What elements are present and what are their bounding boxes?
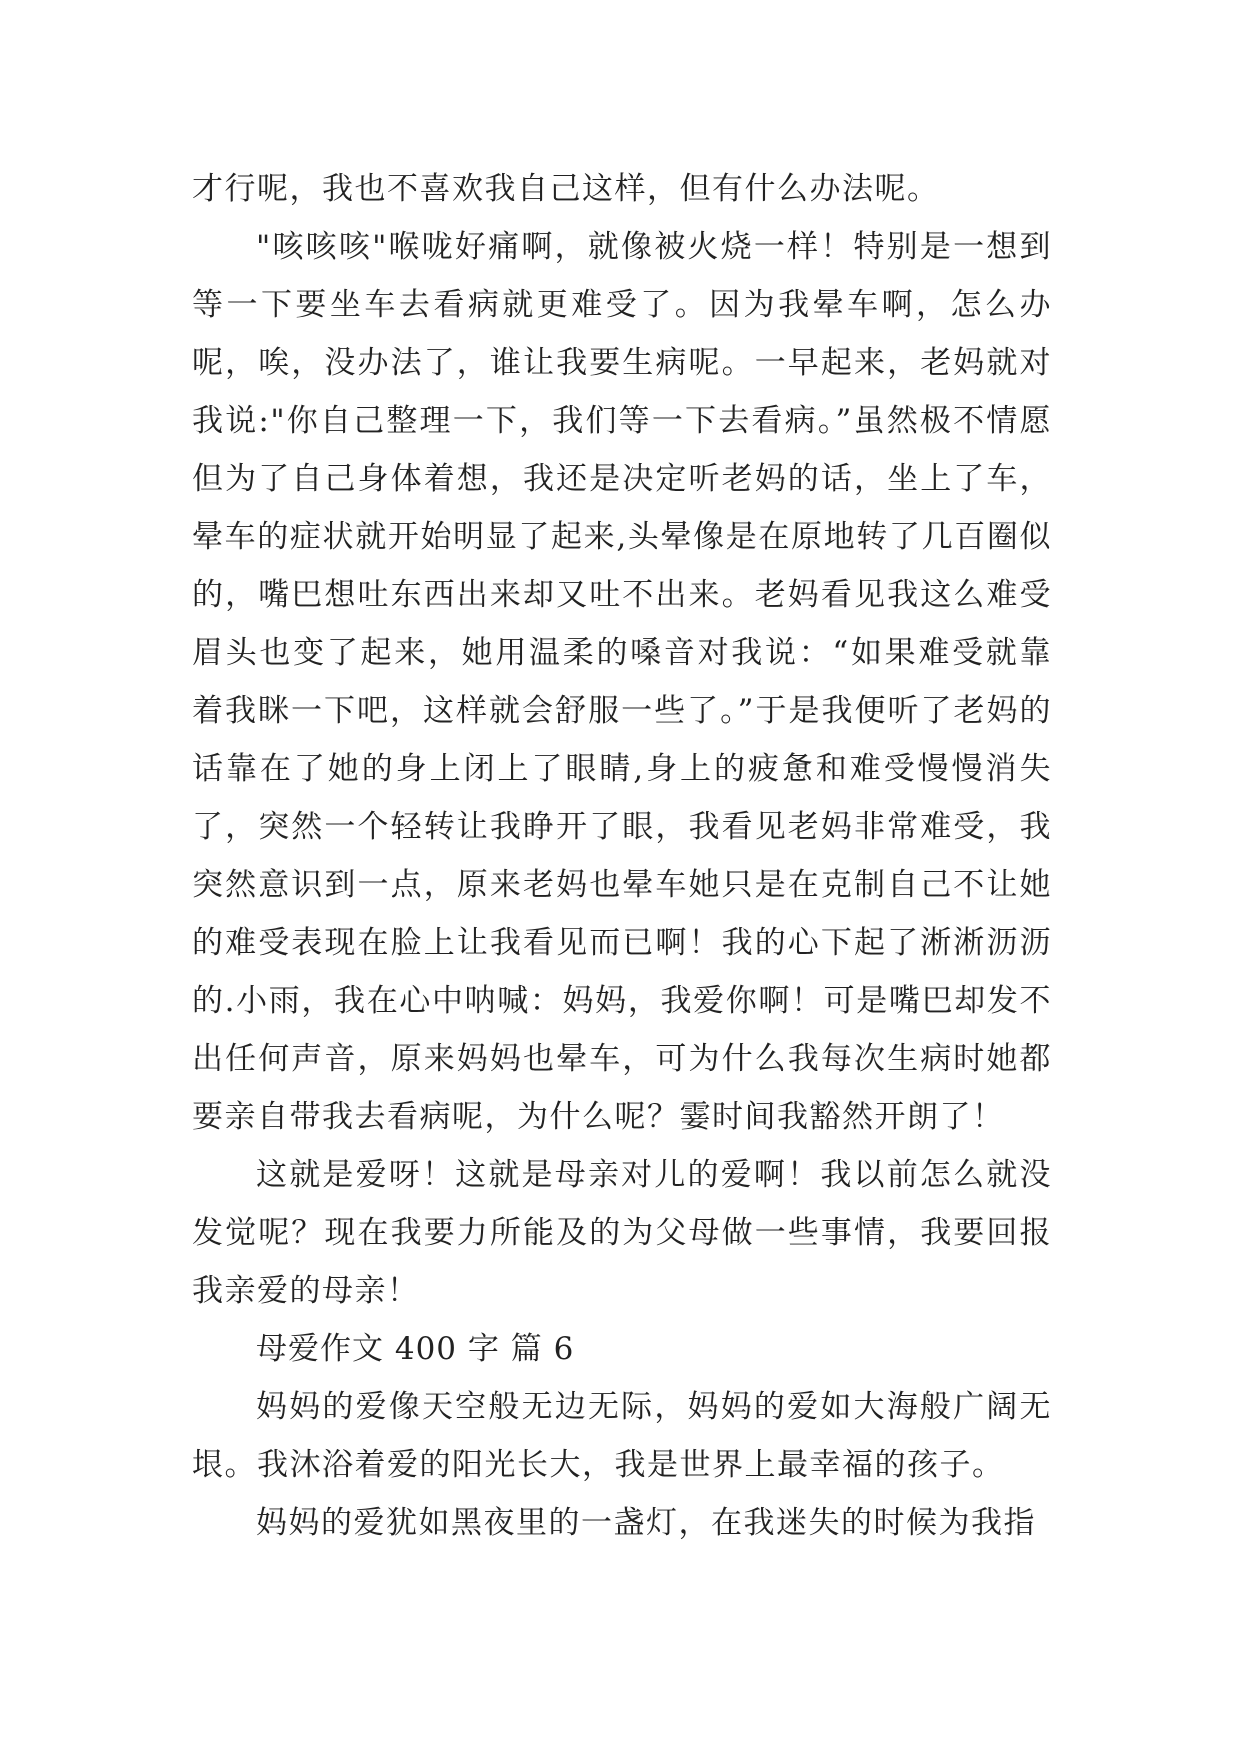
paragraph-2: "咳咳咳"喉咙好痛啊，就像被火烧一样！特别是一想到等一下要坐车去看病就更难受了。因为我晕车啊，怎么办呢，唉，没办法了，谁让我要生病呢。一早起来，老妈就对我说:"你自己整理一下，我们等一下去看病。”虽然极不情愿但为了自己身体着想，我还是决定听老妈的话，坐上了车，晕车的症状就开始明显了起来,头晕像是在原地转了几百圈似的，嘴巴想吐东西出来却又吐不出来。老妈看见我这么难受眉头也变了起来，她用温柔的嗓音对我说：“如果难受就靠着我眯一下吧，这样就会舒服一些了。”于是我便听了老妈的话靠在了她的身上闭上了眼睛,身上的疲惫和难受慢慢消失了，突然一个轻转让我睁开了眼，我看见老妈非常难受，我突然意识到一点，原来老妈也晕车她只是在克制自己不让她的难受表现在脸上让我看见而已啊！我的心下起了淅淅沥沥的.小雨，我在心中呐喊：妈妈，我爱你啊！可是嘴巴却发不出任何声音，原来妈妈也晕车，可为什么我每次生病时她都要亲自带我去看病呢，为什么呢？霎时间我豁然开朗了！ [192,229,1052,1135]
paragraph-1: 才行呢，我也不喜欢我自己这样，但有什么办法呢。 [192,171,940,207]
paragraph-5: 妈妈的爱犹如黑夜里的一盏灯，在我迷失的时候为我指 [256,1505,1036,1541]
paragraph-4: 妈妈的爱像天空般无边无际，妈妈的爱如大海般广阔无垠。我沐浴着爱的阳光长大，我是世界上最幸福的孩子。 [192,1389,1052,1483]
section-heading: 母爱作文 400 字 篇 6 [256,1331,575,1367]
document-body [192,160,1052,1552]
paragraph-3: 这就是爱呀！这就是母亲对儿的爱啊！我以前怎么就没发觉呢？现在我要力所能及的为父母做一些事情，我要回报我亲爱的母亲！ [192,1157,1052,1309]
